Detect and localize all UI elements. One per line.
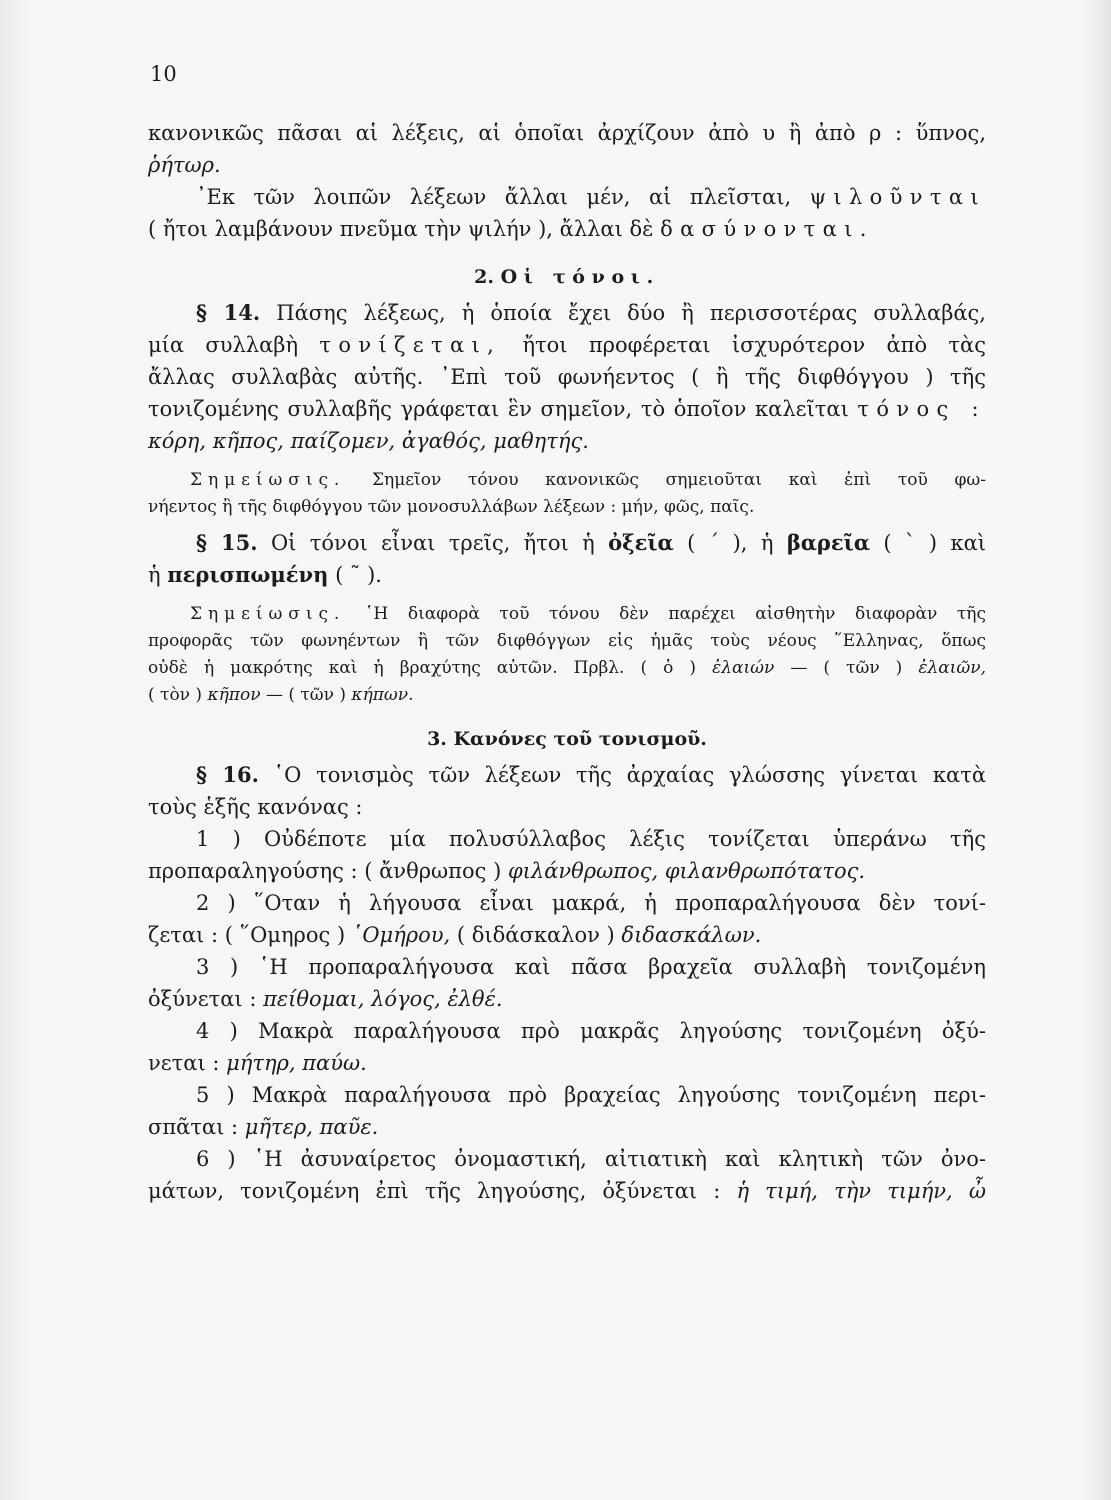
line-text: μάτων, τονιζομένη ἐπὶ τῆς ληγούσης, ὀξύνεται : <box>148 1179 721 1203</box>
line-text: ( διδάσκαλον ) <box>456 923 615 947</box>
line-text: σπᾶται : <box>148 1115 239 1139</box>
spacer <box>148 460 986 468</box>
text-line <box>148 1178 986 1210</box>
text-line <box>148 762 986 794</box>
line-text: Οἱ τόνοι εἶναι τρεῖς, ἤτοι ἡ <box>270 531 595 555</box>
line-text: νήεντος ἢ τῆς διφθόγγου τῶν μονοσυλλάβων λέξεων : μήν, φῶς, παῖς. <box>148 497 755 517</box>
text-line <box>148 1050 986 1082</box>
spacer <box>148 754 986 762</box>
line-text: προπαραληγούσης : ( ἄνθρωπος ) <box>148 859 502 883</box>
text-line <box>148 1018 986 1050</box>
line-text: ῾Ο τονισμὸς τῶν λέξεων τῆς ἀρχαίας γλώσσης γίνεται κατὰ <box>273 763 986 787</box>
line-text: 3 ) ῾Η προπαραλήγουσα καὶ πᾶσα βραχεῖα συλλαβὴ τονιζομένη <box>196 955 986 979</box>
page-body <box>148 120 986 1210</box>
line-text: ᾿Εκ τῶν λοιπῶν λέξεων ἄλλαι μέν, αἱ πλεῖσται, <box>196 185 792 209</box>
text-line <box>148 364 986 396</box>
line-text: ( ˜ ). <box>335 563 382 587</box>
line-text: Πάσης λέξεως, ἡ ὁποία ἔχει δύο ἢ περισσοτέρας συλλαβάς, <box>276 301 986 325</box>
heading-number: 2. <box>474 266 494 288</box>
italic-term: ἐλαιῶν, <box>918 658 986 678</box>
line-text: κόρη, κῆπος, παίζομεν, ἀγαθός, μαθητής. <box>148 429 589 453</box>
line-text: ( τὸν ) <box>148 685 203 705</box>
paragraph-number: § 14. <box>196 300 261 325</box>
italic-term: κῆπον <box>207 685 261 705</box>
spacer <box>148 710 986 724</box>
text-line <box>148 826 986 858</box>
line-text: νεται : <box>148 1051 220 1075</box>
text-line <box>148 890 986 922</box>
spacer <box>148 292 986 300</box>
spacer <box>148 522 986 530</box>
note-line <box>148 495 986 522</box>
line-text: 5 ) Μακρὰ παραλήγουσα πρὸ βραχείας ληγούσης τονιζομένη περι- <box>196 1083 986 1107</box>
text-line <box>148 1146 986 1178</box>
note-line <box>148 629 986 656</box>
spaced-term: τόνος : <box>857 397 986 421</box>
line-text: ( ` ) καὶ <box>883 531 987 555</box>
spaced-term: δασύνονται. <box>660 217 874 241</box>
text-line <box>148 986 986 1018</box>
text-line <box>148 184 986 216</box>
spacer <box>148 594 986 602</box>
line-text: τοὺς ἑξῆς κανόνας : <box>148 795 363 819</box>
line-text: ( ἤτοι λαμβάνουν πνεῦμα τὴν ψιλήν ), ἄλλαι δὲ <box>148 217 654 241</box>
spaced-term: ψιλοῦνται <box>809 185 986 209</box>
text-line <box>148 954 986 986</box>
spaced-term: τονίζεται, <box>319 333 502 357</box>
italic-term: πείθομαι, λόγος, ἐλθέ. <box>263 987 503 1011</box>
italic-term: μήτηρ, παύω. <box>226 1051 367 1075</box>
text-line <box>148 1114 986 1146</box>
text-line <box>148 216 986 248</box>
heading-title: Κανόνες τοῦ τονισμοῦ. <box>453 728 707 750</box>
italic-term: ἐλαιών <box>712 658 775 678</box>
note-line <box>148 468 986 495</box>
spacer <box>148 248 986 262</box>
line-text: 2 ) ῞Οταν ἡ λήγουσα εἶναι μακρά, ἡ προπαραλήγουσα δὲν τονί- <box>196 891 986 915</box>
line-text: ζεται : ( ῞Ομηρος ) <box>148 923 346 947</box>
line-text: — ( τῶν ) <box>790 658 903 678</box>
section-heading <box>148 262 986 292</box>
italic-term: ἡ τιμή, τὴν τιμήν, ὦ <box>736 1179 986 1203</box>
line-text: προφορᾶς τῶν φωνηέντων ἢ τῶν διφθόγγων εἰς ἡμᾶς τοὺς νέους ῞Ελληνας, ὅπως <box>148 631 986 651</box>
line-text: ὀξύνεται : <box>148 987 257 1011</box>
line-text: ἡ <box>148 563 161 587</box>
line-text: τονιζομένης συλλαβῆς γράφεται ἓν σημεῖον, τὸ ὁποῖον καλεῖται <box>148 397 849 421</box>
line-text: ἄλλας συλλαβὰς αὐτῆς. ᾿Επὶ τοῦ φωνήεντος ( ἢ τῆς διφθόγγου ) τῆς <box>148 365 986 389</box>
text-line <box>148 428 986 460</box>
note-label: Σημείωσις. <box>190 470 346 490</box>
line-text: 4 ) Μακρὰ παραλήγουσα πρὸ μακρᾶς ληγούσης τονιζομένη ὀξύ- <box>196 1019 986 1043</box>
note-line <box>148 656 986 683</box>
section-heading <box>148 724 986 754</box>
text-line <box>148 300 986 332</box>
italic-term: ῾Ομήρου, <box>351 923 451 947</box>
text-line <box>148 858 986 890</box>
text-line <box>148 530 986 562</box>
text-line <box>148 332 986 364</box>
bold-term: βαρεῖα <box>786 530 870 555</box>
text-line <box>148 794 986 826</box>
line-text: — ( τῶν ) <box>265 685 347 705</box>
note-line <box>148 602 986 629</box>
bold-term: ὀξεῖα <box>608 530 674 555</box>
page-number: 10 <box>150 62 177 86</box>
heading-number: 3. <box>427 728 447 750</box>
text-line <box>148 1082 986 1114</box>
line-text: ἤτοι προφέρεται ἰσχυρότερον ἀπὸ τὰς <box>522 333 986 357</box>
paragraph-number: § 15. <box>196 530 258 555</box>
italic-term: φιλάνθρωπος, φιλανθρωπότατος. <box>507 859 866 883</box>
note-line <box>148 683 986 710</box>
line-text: οὐδὲ ἡ μακρότης καὶ ἡ βραχύτης αὐτῶν. Πρβλ. ( ὁ ) <box>148 658 697 678</box>
line-text: ( ´ ), ἡ <box>687 531 774 555</box>
italic-term: κήπων. <box>351 685 414 705</box>
text-line <box>148 396 986 428</box>
line-text: κανονικῶς πᾶσαι αἱ λέξεις, αἱ ὁποῖαι ἀρχίζουν ἀπὸ υ ἢ ἀπὸ ρ : ὕπνος, <box>148 121 986 145</box>
line-text: Σημεῖον τόνου κανονικῶς σημειοῦται καὶ ἐπὶ τοῦ φω- <box>372 470 987 490</box>
line-text: 1 ) Οὐδέποτε μία πολυσύλλαβος λέξις τονίζεται ὑπεράνω τῆς <box>196 827 986 851</box>
line-text: ῥήτωρ. <box>148 153 221 177</box>
line-text: μία συλλαβὴ <box>148 333 299 357</box>
italic-term: μῆτερ, παῦε. <box>244 1115 379 1139</box>
line-text: ῾Η διαφορὰ τοῦ τόνου δὲν παρέχει αἰσθητὴν διαφορὰν τῆς <box>364 604 986 624</box>
paragraph-number: § 16. <box>196 762 259 787</box>
text-line <box>148 152 986 184</box>
text-line <box>148 922 986 954</box>
italic-term: διδασκάλων. <box>621 923 762 947</box>
text-line <box>148 120 986 152</box>
heading-title: Οἱ τόνοι. <box>500 266 660 288</box>
note-label: Σημείωσις. <box>190 604 346 624</box>
bold-term: περισπωμένη <box>167 562 329 587</box>
line-text: 6 ) ῾Η ἀσυναίρετος ὀνομαστική, αἰτιατικὴ καὶ κλητικὴ τῶν ὀνο- <box>196 1147 986 1171</box>
text-line <box>148 562 986 594</box>
